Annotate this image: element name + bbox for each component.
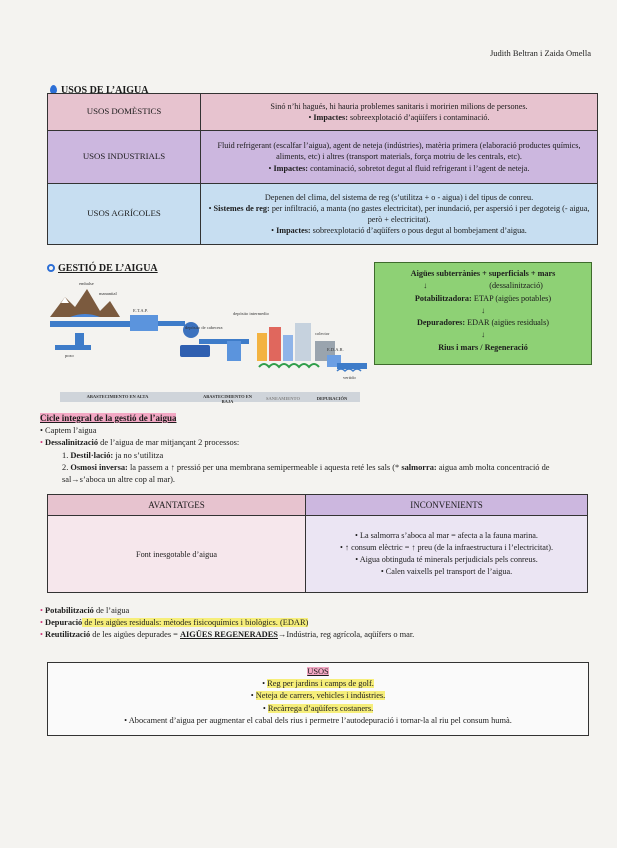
bar-saneamiento: SANEAMIENTO [266,396,300,401]
label-intermedio: depósito intermedio [233,311,269,316]
treatment-flow-box: Aigües subterrànies + superficials + mars ↓ (dessalinització) Potabilitzadora: ETAP (aigües potables) ↓ Depuradores: EDAR (aigües residuals) ↓ Rius i mars / Regeneració [374,262,592,365]
pros-cons-table [47,494,588,593]
row-industrials: USOS INDUSTRIALS Fluid refrigerant (escalfar l’aigua), agent de neteja (indústries), matèria primera (elaboració productes químics, aliments, etc) i altres (transport materials, força motriu de les centrals, etc). • Impactes: contaminació, sobretot degut al fluid refrigerant i l’agent de neteja. [48,131,598,184]
cons-cell: • La salmorra s’aboca al mar = afecta a la fauna marina. • ↑ consum elèctric = ↑ preu (de la infraestructura i l’electricitat). • Aigua obtinguda té minerals perjudicials pels conreus. • Calen vaixells pel transport de l’aigua. [306,516,588,593]
usos-box: USOS • Reg per jardins i camps de golf. • Neteja de carrers, vehicles i indústries. • Recàrrega d’aqüífers costaners. • Abocament d’aigua per augmentar el cabal dels rius i permetre l’autodepuració i tornar-la al riu pel consum humà. [47,662,589,736]
uses-table [47,93,598,245]
section-gestio-title: GESTIÓ DE L’AIGUA [47,258,158,276]
label-etap: E.T.A.P. [133,308,148,313]
label-colector: colector [315,331,330,336]
cycle-section: Cicle integral de la gestió de l’aigua • Captem l’aigua • Dessalinització de l’aigua de mar mitjançant 2 processos: 1. Destil·lació: ja no s’utilitza 2. Osmosi inversa: la passem a ↑ pressió per una membrana semipermeable i aquesta reté les sals (* salmorra: aigua amb molta concentració de sal→s’aboca un altre cop al mar). [40,413,550,484]
bar-depuracion: DEPURACIÓN [316,396,348,401]
label-pozo: pozo [65,353,74,358]
bar-alta: ABASTECIMIENTO EN ALTA [86,394,149,399]
bar-baja: ABASTECIMIENTO EN BAJA [202,394,253,404]
label-manantial: manantial [99,291,117,296]
author: Judith Beltran i Zaida Omella [489,48,591,58]
after-section: • Potabilització de l’aigua • Depuració de les aigües residuals: mètodes fisicoquímics i biològics. (EDAR) • Reutilització de les aigües depurades = AIGÜES REGENERADES→Indústria, reg agrícola, aqüífers o mar. [40,606,415,640]
target-icon [47,264,55,272]
usos-title: USOS [307,667,329,676]
label-edar: E.D.A.R. [327,347,344,352]
row-agricoles: USOS AGRÍCOLES Depenen del clima, del sistema de reg (s’utilitza + o - aigua) i del tipus de conreu. • Sistemes de reg: per infiltració, a manta (no gastes electricitat), per inundació, per aspersió i per degoteig (- aigua, però + electricitat). • Impactes: sobreexplotació d’aqüífers o pous degut al bombejament d’aigua. [48,184,598,245]
cycle-title: Cicle integral de la gestió de l’aigua [40,413,177,423]
etap-building [130,315,158,331]
water-cycle-diagram [45,275,370,387]
pros-cell: Font inesgotable d’aigua [48,516,306,593]
label-embalse: embalse [79,281,94,286]
pros-header: AVANTATGES [48,495,306,516]
label-vertido: vertido [343,375,356,380]
cons-header: INCONVENIENTS [306,495,588,516]
section-usos-title: USOS DE L’AIGUA [50,80,148,98]
row-domestics: USOS DOMÈSTICS Sinó n’hi hagués, hi hauria problemes sanitaris i moririen milions de persones. • Impactes: sobreexplotació d’aqüífers i contaminació. [48,94,598,131]
label-cabecera: depósito de cabecera [185,325,223,330]
